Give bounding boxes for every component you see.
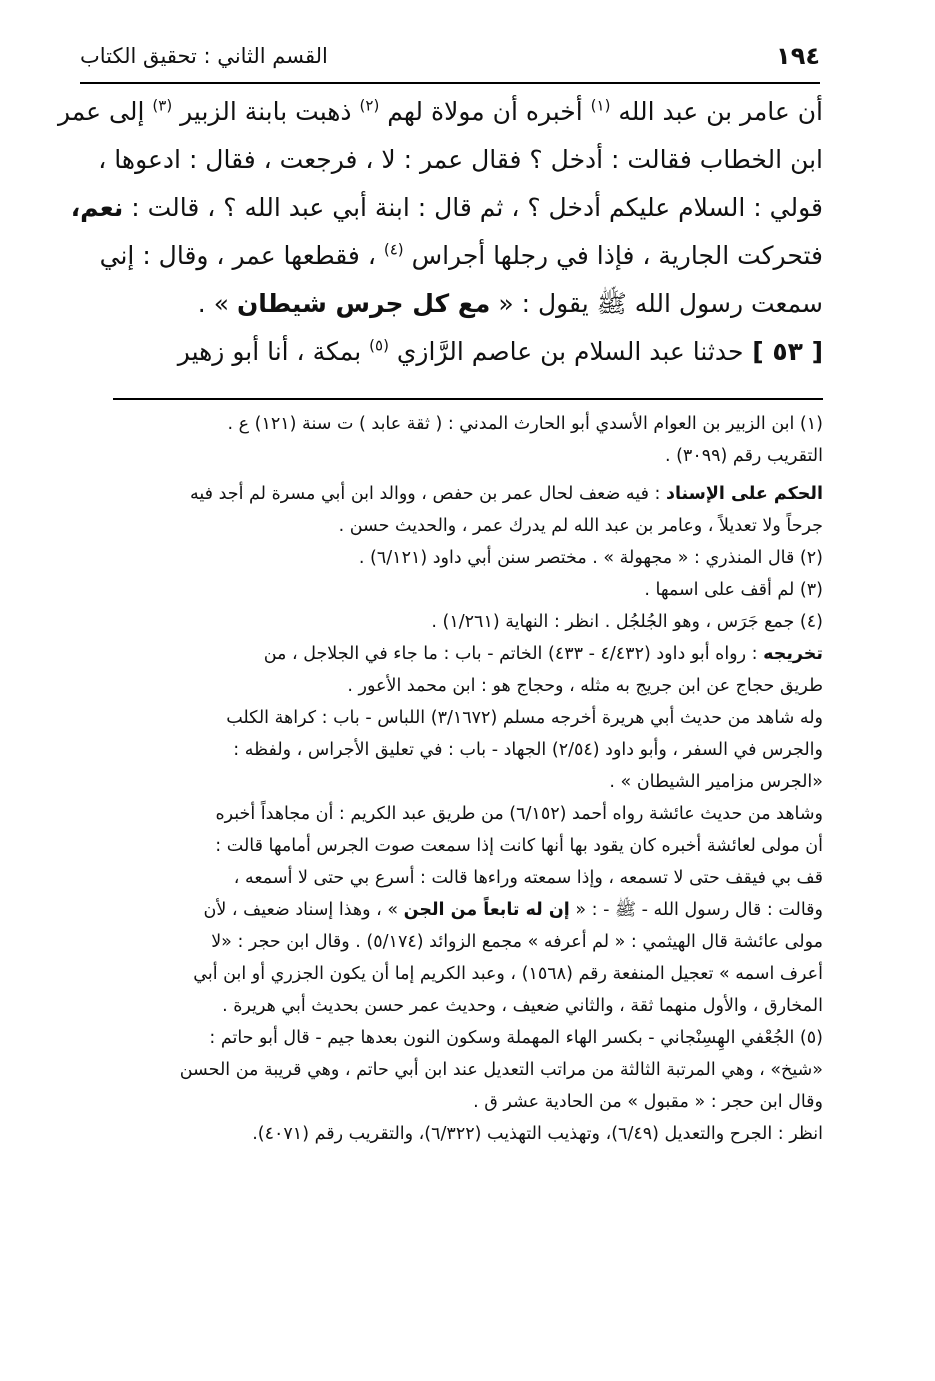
footnote-line: تخريجه : رواه أبو داود (٤/٤٣٢ - ٤٣٣) الخاتم - باب : ما جاء في الجلاجل ، من bbox=[263, 644, 823, 664]
footnote-line: الحكم على الإسناد : فيه ضعف لحال عمر بن حفص ، ووالد ابن أبي مسرة لم أجد فيه bbox=[190, 484, 823, 504]
footnote-line: (٢) قال المنذري : « مجهولة » . مختصر سنن أبي داود (٦/١٢١) . bbox=[358, 548, 823, 568]
footnote-line: والجرس في السفر ، وأبو داود (٢/٥٤) الجهاد - باب : في تعليق الأجراس ، ولفظه : bbox=[233, 740, 823, 760]
header-rule bbox=[80, 82, 820, 84]
footnote-line: «شيخ» ، وهي المرتبة الثالثة من مراتب التعديل عند ابن أبي حاتم ، وهي قريبة من الحسن bbox=[179, 1060, 823, 1080]
footnote-line: جرحاً ولا تعديلاً ، وعامر بن عبد الله لم يدرك عمر ، والحديث حسن . bbox=[338, 516, 823, 536]
main-line: سمعت رسول الله ﷺ يقول : « مع كل جرس شيطان » . bbox=[197, 289, 823, 318]
page-header bbox=[80, 42, 820, 82]
footnote-separator bbox=[113, 398, 823, 400]
footnote-line: وله شاهد من حديث أبي هريرة أخرجه مسلم (٣/١٦٧٢) اللباس - باب : كراهة الكلب bbox=[226, 708, 823, 728]
main-line: ابن الخطاب فقالت : أدخل ؟ فقال عمر : لا ، فرجعت ، فقال : ادعوها ، bbox=[98, 145, 823, 174]
footnote-ref: (١) bbox=[590, 96, 611, 115]
footnote-ref: (٣) bbox=[152, 96, 173, 115]
footnote-line: مولى عائشة قال الهيثمي : « لم أعرفه » مجمع الزوائد (٥/١٧٤) . وقال ابن حجر : «لا bbox=[211, 932, 823, 952]
footnote-line: انظر : الجرح والتعديل (٦/٤٩)، وتهذيب التهذيب (٦/٣٢٢)، والتقريب رقم (٤٠٧١). bbox=[252, 1124, 823, 1144]
footnote-line: وقالت : قال رسول الله - ﷺ - : « إن له تابعاً من الجن » ، وهذا إسناد ضعيف ، لأن bbox=[203, 900, 823, 920]
footnote-line: (٤) جمع جَرَس ، وهو الجُلجُل . انظر : النهاية (١/٢٦١) . bbox=[431, 612, 823, 632]
footnote-ref: (٥) bbox=[369, 336, 389, 355]
footnotes bbox=[78, 408, 823, 1150]
footnote-line: المخارق ، والأول منهما ثقة ، والثاني ضعيف ، وحديث عمر حسن بحديث أبي هريرة . bbox=[222, 996, 823, 1016]
hukm-label: الحكم على الإسناد bbox=[665, 484, 823, 504]
footnote-line: أعرف اسمه » تعجيل المنفعة رقم (١٥٦٨) ، وعبد الكريم إما أن يكون الجزري أو ابن أبي bbox=[193, 964, 823, 984]
main-line: أن عامر بن عبد الله $^{(١)}$ أخبره أن مولاة لهم $^{(٢)}$ ذهبت بابنة الزبير $^{(٣)}$ إلى عمر bbox=[57, 96, 823, 126]
footnote-line: (١) ابن الزبير بن العوام الأسدي أبو الحارث المدني : ( ثقة عابد ) ت سنة (١٢١) ع . bbox=[227, 414, 823, 434]
page-number: ١٩٤ bbox=[776, 42, 820, 70]
footnote-line: «الجرس مزامير الشيطان » . bbox=[609, 772, 823, 792]
main-line: فتحركت الجارية ، فإذا في رجلها أجراس $^{(٤)}$ ، فقطعها عمر ، وقال : إني bbox=[99, 240, 823, 270]
running-title: القسم الثاني : تحقيق الكتاب bbox=[80, 44, 328, 68]
footnote-ref: (٢) bbox=[359, 96, 380, 115]
footnote-ref: (٤) bbox=[383, 240, 404, 259]
main-text bbox=[57, 88, 823, 376]
hadith-text: مع كل جرس شيطان bbox=[236, 289, 491, 318]
main-line: [ ٥٣ ] حدثنا عبد السلام بن عاصم الرَّازي $^{(٥)}$ بمكة ، أنا أبو زهير bbox=[177, 336, 823, 366]
main-line: قولي : السلام عليكم أدخل ؟ ، ثم قال : ابنة أبي عبد الله ؟ ، قالت : نعم، bbox=[70, 193, 823, 222]
footnote-line: التقريب رقم (٣٠٩٩) . bbox=[664, 446, 823, 466]
footnote-line: وقال ابن حجر : « مقبول » من الحادية عشر ق . bbox=[473, 1092, 823, 1112]
footnote-line: قف بي فيقف حتى لا تسمعه ، وإذا سمعته وراءها قالت : أسرع بي حتى لا أسمعه ، bbox=[233, 868, 823, 888]
footnote-line: (٣) لم أقف على اسمها . bbox=[644, 580, 823, 600]
hadith-number: [ ٥٣ ] bbox=[743, 337, 823, 366]
takhrij-label: تخريجه bbox=[763, 644, 823, 664]
footnote-line: وشاهد من حديث عائشة رواه أحمد (٦/١٥٢) من طريق عبد الكريم : أن مجاهداً أخبره bbox=[215, 804, 823, 824]
footnote-line: أن مولى لعائشة أخبره كان يقود بها أنها كانت إذا سمعت صوت الجرس أمامها قالت : bbox=[215, 836, 823, 856]
footnote-line: طريق حجاج عن ابن جريج به مثله ، وحجاج هو : ابن محمد الأعور . bbox=[347, 676, 823, 696]
footnote-line: (٥) الجُعْفي الهِسِنْجاني - بكسر الهاء المهملة وسكون النون بعدها جيم - قال أبو حاتم : bbox=[209, 1028, 823, 1048]
